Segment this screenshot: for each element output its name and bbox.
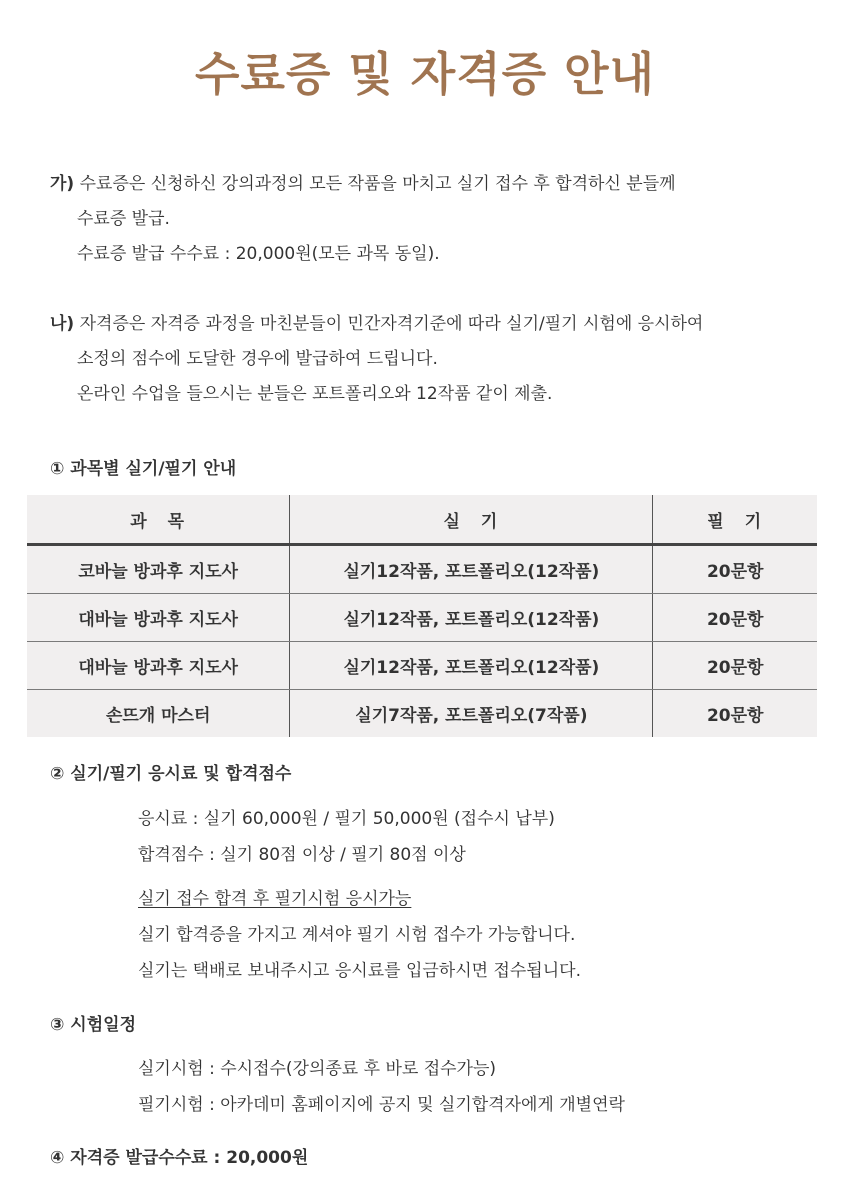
pass-score-line: 합격점수 : 실기 80점 이상 / 필기 80점 이상 [138, 845, 466, 865]
schedule-heading: ③ 시험일정 [50, 1015, 136, 1035]
cell-practical: 실기12작품, 포트폴리오(12작품) [290, 545, 653, 594]
section-b-marker: 나) [50, 314, 75, 334]
application-note-line-2: 실기 합격증을 가지고 계셔야 필기 시험 접수가 가능합니다. [138, 925, 576, 945]
section-certificate-of-completion [50, 167, 676, 272]
section-b-line-2: 소정의 점수에 도달한 경우에 발급하여 드립니다. [77, 349, 438, 369]
fees-heading: ② 실기/필기 응시료 및 합격점수 [50, 764, 292, 784]
cell-written: 20문항 [653, 545, 817, 594]
header-practical: 실 기 [290, 495, 653, 545]
cell-subject: 코바늘 방과후 지도사 [27, 545, 290, 594]
section-b-line-3: 온라인 수업을 들으시는 분들은 포트폴리오와 12작품 같이 제출. [77, 384, 553, 404]
table-row [27, 545, 817, 594]
cell-written: 20문항 [653, 642, 817, 690]
cell-practical: 실기12작품, 포트폴리오(12작품) [290, 642, 653, 690]
section-a-line-1 [50, 167, 676, 202]
cell-subject: 대바늘 방과후 지도사 [27, 642, 290, 690]
cell-subject: 대바늘 방과후 지도사 [27, 594, 290, 642]
section-a-line-3: 수료증 발급 수수료 : 20,000원(모든 과목 동일). [77, 244, 440, 264]
table-row [27, 690, 817, 738]
application-note-underlined: 실기 접수 합격 후 필기시험 응시가능 [138, 889, 412, 909]
page-title: 수료증 및 자격증 안내 [195, 47, 655, 101]
cell-practical: 실기12작품, 포트폴리오(12작품) [290, 594, 653, 642]
header-written: 필 기 [653, 495, 817, 545]
table-header-row [27, 495, 817, 545]
cell-subject: 손뜨개 마스터 [27, 690, 290, 738]
section-b-line-1 [50, 307, 703, 342]
table-row [27, 594, 817, 642]
application-note-line-3: 실기는 택배로 보내주시고 응시료를 입금하시면 접수됩니다. [138, 961, 581, 981]
section-b-text-1: 자격증은 자격증 과정을 마친분들이 민간자격기준에 따라 실기/필기 시험에 응시하여 [79, 314, 704, 334]
cell-written: 20문항 [653, 594, 817, 642]
section-a-text-1: 수료증은 신청하신 강의과정의 모든 작품을 마치고 실기 접수 후 합격하신 분들께 [79, 174, 676, 194]
subject-table [27, 495, 817, 737]
schedule-block [138, 1051, 625, 1123]
exam-fee-line: 응시료 : 실기 60,000원 / 필기 50,000원 (접수시 납부) [138, 809, 555, 829]
practical-exam-schedule: 실기시험 : 수시접수(강의종료 후 바로 접수가능) [138, 1059, 497, 1079]
cert-fee-heading: ④ 자격증 발급수수료 : 20,000원 [50, 1148, 309, 1168]
subject-guide-heading: ① 과목별 실기/필기 안내 [50, 459, 237, 479]
cell-written: 20문항 [653, 690, 817, 738]
written-exam-schedule: 필기시험 : 아카데미 홈페이지에 공지 및 실기합격자에게 개별연락 [138, 1095, 625, 1115]
section-qualification-certificate [50, 307, 703, 412]
table-row [27, 642, 817, 690]
fees-block [138, 801, 555, 873]
application-note-block [138, 881, 581, 989]
cell-practical: 실기7작품, 포트폴리오(7작품) [290, 690, 653, 738]
section-a-line-2: 수료증 발급. [77, 209, 170, 229]
section-a-marker: 가) [50, 174, 75, 194]
header-subject: 과 목 [27, 495, 290, 545]
